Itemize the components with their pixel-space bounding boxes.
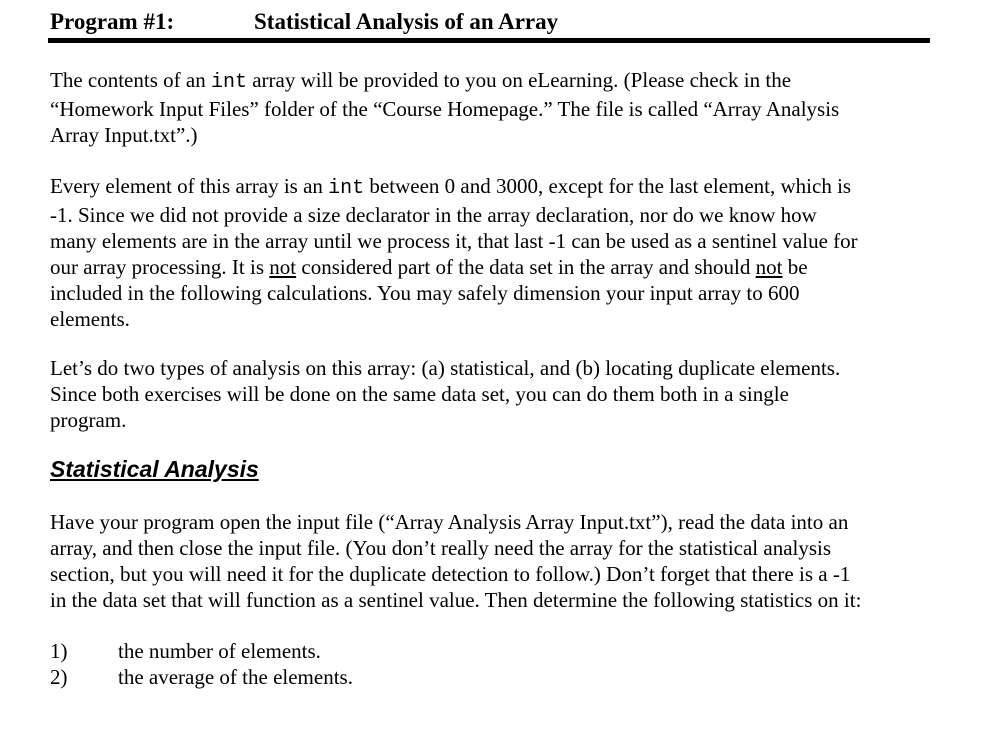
- paragraph-line: in the data set that will function as a sentinel value. Then determine the following statistics on it:: [50, 588, 862, 612]
- list-item-text: the number of elements.: [118, 639, 321, 663]
- paragraph-line: [50, 254, 930, 280]
- list-marker: 1): [50, 639, 68, 663]
- paragraph-line: array, and then close the input file. (You don’t really need the array for the statistical analysis: [50, 536, 832, 560]
- paragraph-line: [50, 67, 930, 96]
- text-run: considered part of the data set in the array and should: [296, 255, 756, 279]
- text-run: The contents of an: [50, 68, 211, 92]
- paragraph-line: Let’s do two types of analysis on this array: (a) statistical, and (b) locating duplicate elements.: [50, 356, 841, 380]
- text-run: Every element of this array is an: [50, 174, 329, 198]
- paragraph-line: section, but you will need it for the duplicate detection to follow.) Don’t forget that there is a -1: [50, 562, 851, 586]
- paragraph-line: many elements are in the array until we process it, that last -1 can be used as a sentinel value for: [50, 229, 858, 253]
- paragraph-analysis-types: [50, 355, 930, 433]
- list-marker: 2): [50, 665, 68, 689]
- list-item-text: the average of the elements.: [118, 665, 353, 689]
- text-run: between 0 and 3000, except for the last element, which is: [364, 174, 852, 198]
- text-run: our array processing. It is: [50, 255, 270, 279]
- paragraph-instructions: [50, 509, 930, 613]
- program-number: Program #1:: [50, 9, 175, 34]
- paragraph-line: “Homework Input Files” folder of the “Course Homepage.” The file is called “Array Analysis: [50, 97, 840, 121]
- paragraph-line: Array Input.txt”.): [50, 123, 198, 147]
- header-rule: [48, 38, 930, 43]
- paragraph-line: program.: [50, 408, 127, 432]
- paragraph-array-elements: [50, 173, 930, 332]
- paragraph-line: Have your program open the input file (“Array Analysis Array Input.txt”), read the data into an: [50, 510, 849, 534]
- paragraph-line: -1. Since we did not provide a size declarator in the array declaration, nor do we know how: [50, 203, 817, 227]
- code-int: int: [210, 71, 247, 94]
- code-int: int: [328, 177, 365, 200]
- underlined-not: not: [269, 255, 297, 279]
- section-heading-statistical-analysis: Statistical Analysis: [50, 456, 259, 482]
- paragraph-line: [50, 173, 930, 202]
- paragraph-line: included in the following calculations. You may safely dimension your input array to 600: [50, 281, 800, 305]
- paragraph-line: Since both exercises will be done on the same data set, you can do them both in a single: [50, 382, 789, 406]
- text-run: be: [782, 255, 808, 279]
- paragraph-line: elements.: [50, 307, 130, 331]
- program-header: [50, 6, 930, 38]
- text-run: array will be provided to you on eLearning. (Please check in the: [246, 68, 792, 92]
- program-title: Statistical Analysis of an Array: [254, 9, 559, 34]
- paragraph-input-file: [50, 67, 930, 148]
- underlined-not: not: [755, 255, 783, 279]
